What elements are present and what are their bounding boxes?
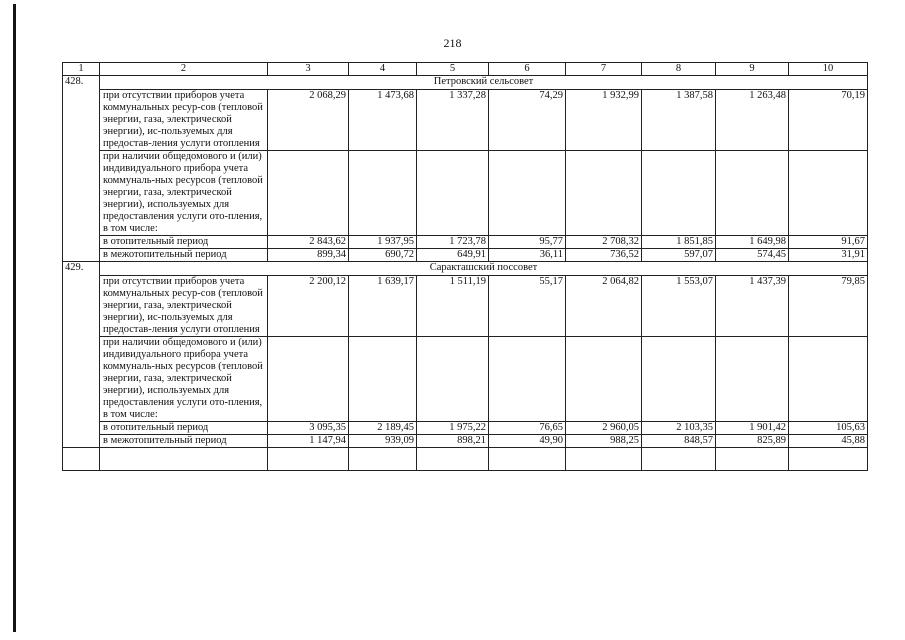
value-cell: 2 960,05 <box>566 422 642 435</box>
value-cell <box>268 151 349 236</box>
col-number: 7 <box>566 63 642 76</box>
value-cell: 74,29 <box>489 90 566 151</box>
value-cell: 690,72 <box>349 249 417 262</box>
value-cell: 36,11 <box>489 249 566 262</box>
value-cell: 1 901,42 <box>716 422 789 435</box>
section-title: Саракташский поссовет <box>100 262 868 276</box>
col-number: 2 <box>100 63 268 76</box>
value-cell: 2 068,29 <box>268 90 349 151</box>
value-cell: 825,89 <box>716 435 789 448</box>
value-cell: 49,90 <box>489 435 566 448</box>
value-cell: 736,52 <box>566 249 642 262</box>
value-cell <box>349 151 417 236</box>
value-cell: 1 649,98 <box>716 236 789 249</box>
spacer-cell <box>268 448 349 471</box>
spacer-cell <box>489 448 566 471</box>
row-label: в отопительный период <box>100 422 268 435</box>
value-cell: 2 103,35 <box>642 422 716 435</box>
row-label: при наличии общедомового и (или) индивидуального прибора учета коммуналь-ных ресурсов (тепловой энергии, газа, электрической энергии), используемых для предоставления услуги ото-пления, в том числе: <box>100 151 268 236</box>
section-header-row <box>63 76 868 90</box>
value-cell: 1 511,19 <box>417 276 489 337</box>
scan-edge-bar <box>13 4 16 632</box>
value-cell: 45,88 <box>789 435 868 448</box>
value-cell <box>789 151 868 236</box>
spacer-cell <box>642 448 716 471</box>
value-cell: 2 189,45 <box>349 422 417 435</box>
value-cell <box>642 151 716 236</box>
table-row <box>63 337 868 422</box>
value-cell: 1 975,22 <box>417 422 489 435</box>
col-number: 9 <box>716 63 789 76</box>
section-id: 428. <box>63 76 100 262</box>
value-cell: 848,57 <box>642 435 716 448</box>
spacer-cell <box>716 448 789 471</box>
value-cell: 1 387,58 <box>642 90 716 151</box>
value-cell: 1 473,68 <box>349 90 417 151</box>
value-cell: 939,09 <box>349 435 417 448</box>
table-body <box>63 63 868 471</box>
table-row <box>63 249 868 262</box>
row-label: в отопительный период <box>100 236 268 249</box>
value-cell: 574,45 <box>716 249 789 262</box>
value-cell: 988,25 <box>566 435 642 448</box>
value-cell <box>566 151 642 236</box>
section-id: 429. <box>63 262 100 448</box>
table-row <box>63 435 868 448</box>
value-cell: 1 337,28 <box>417 90 489 151</box>
value-cell <box>489 151 566 236</box>
col-number: 6 <box>489 63 566 76</box>
tariff-table <box>62 62 868 471</box>
table-row <box>63 90 868 151</box>
spacer-cell <box>349 448 417 471</box>
value-cell <box>349 337 417 422</box>
col-number: 4 <box>349 63 417 76</box>
col-number: 8 <box>642 63 716 76</box>
value-cell: 1 723,78 <box>417 236 489 249</box>
value-cell: 79,85 <box>789 276 868 337</box>
value-cell: 1 263,48 <box>716 90 789 151</box>
value-cell: 2 064,82 <box>566 276 642 337</box>
row-label: при наличии общедомового и (или) индивидуального прибора учета коммуналь-ных ресурсов (тепловой энергии, газа, электрической энергии), используемых для предоставления услуги ото-пления, в том числе: <box>100 337 268 422</box>
value-cell <box>716 151 789 236</box>
value-cell: 1 937,95 <box>349 236 417 249</box>
row-label: при отсутствии приборов учета коммунальных ресур-сов (тепловой энергии, газа, электрической энергии), ис-пользуемых для предостав-ления услуги отопления <box>100 90 268 151</box>
spacer-cell <box>417 448 489 471</box>
value-cell: 1 553,07 <box>642 276 716 337</box>
spacer-cell <box>63 448 100 471</box>
value-cell <box>417 151 489 236</box>
col-number: 1 <box>63 63 100 76</box>
value-cell: 649,91 <box>417 249 489 262</box>
column-number-row <box>63 63 868 76</box>
spacer-cell <box>789 448 868 471</box>
value-cell <box>716 337 789 422</box>
value-cell: 1 851,85 <box>642 236 716 249</box>
value-cell <box>642 337 716 422</box>
table-row <box>63 276 868 337</box>
value-cell: 597,07 <box>642 249 716 262</box>
value-cell: 55,17 <box>489 276 566 337</box>
spacer-cell <box>566 448 642 471</box>
value-cell: 95,77 <box>489 236 566 249</box>
value-cell: 2 843,62 <box>268 236 349 249</box>
value-cell: 2 200,12 <box>268 276 349 337</box>
section-title: Петровский сельсовет <box>100 76 868 90</box>
value-cell: 898,21 <box>417 435 489 448</box>
row-label: в межотопительный период <box>100 435 268 448</box>
value-cell <box>489 337 566 422</box>
value-cell <box>417 337 489 422</box>
row-label: при отсутствии приборов учета коммунальных ресур-сов (тепловой энергии, газа, электрической энергии), ис-пользуемых для предостав-ления услуги отопления <box>100 276 268 337</box>
value-cell: 70,19 <box>789 90 868 151</box>
value-cell: 1 147,94 <box>268 435 349 448</box>
table-row <box>63 236 868 249</box>
value-cell <box>268 337 349 422</box>
value-cell: 3 095,35 <box>268 422 349 435</box>
col-number: 5 <box>417 63 489 76</box>
value-cell: 899,34 <box>268 249 349 262</box>
value-cell: 105,63 <box>789 422 868 435</box>
table-row <box>63 422 868 435</box>
value-cell: 2 708,32 <box>566 236 642 249</box>
value-cell: 31,91 <box>789 249 868 262</box>
section-header-row <box>63 262 868 276</box>
value-cell: 1 932,99 <box>566 90 642 151</box>
value-cell: 76,65 <box>489 422 566 435</box>
value-cell: 91,67 <box>789 236 868 249</box>
value-cell: 1 639,17 <box>349 276 417 337</box>
spacer-cell <box>100 448 268 471</box>
page-number: 218 <box>443 36 462 50</box>
value-cell: 1 437,39 <box>716 276 789 337</box>
row-label: в межотопительный период <box>100 249 268 262</box>
table-spacer-row <box>63 448 868 471</box>
col-number: 3 <box>268 63 349 76</box>
table-row <box>63 151 868 236</box>
value-cell <box>789 337 868 422</box>
value-cell <box>566 337 642 422</box>
col-number: 10 <box>789 63 868 76</box>
